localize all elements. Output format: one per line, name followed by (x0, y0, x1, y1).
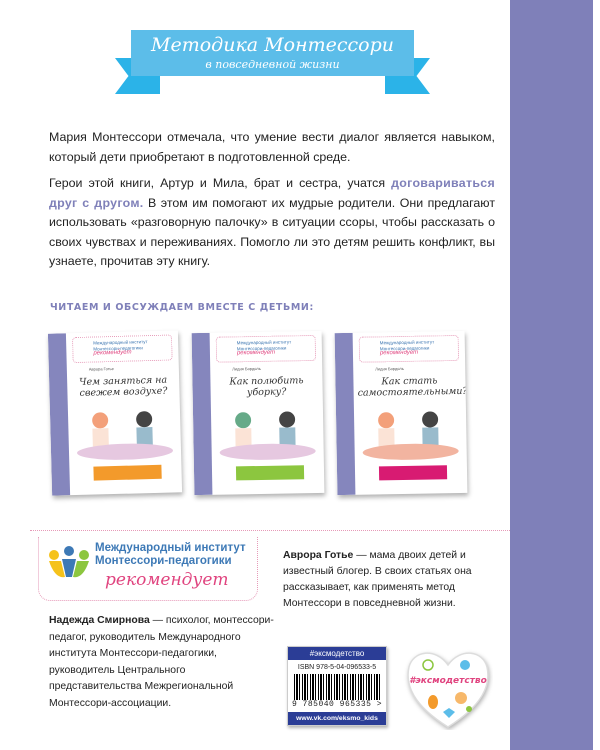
banner-main (131, 30, 414, 76)
book-cover (48, 330, 182, 495)
isbn-number: ISBN 978-5-04-096533-5 (297, 664, 377, 671)
book-illustration (72, 404, 177, 461)
book-cover (192, 331, 325, 495)
mini-logo-line2: Монтессори-педагогики (379, 344, 430, 351)
description-block (49, 128, 495, 272)
book-spine (48, 333, 70, 495)
author-bio-gautier (283, 548, 508, 612)
reads-heading: ЧИТАЕМ И ОБСУЖДАЕМ ВМЕСТЕ С ДЕТЬМИ: (50, 302, 314, 313)
bio-text: — психолог, монтессори-педагог, руководитель Международного института Монтессори-педагогики, руководитель Центрального представительства Межрегиональной Монтессори-ассоциации. (49, 615, 274, 709)
author-bio-smirnova (49, 613, 274, 712)
institute-name (95, 542, 246, 568)
mini-logo-rec: рекомендует (236, 349, 276, 357)
book-illustration (358, 405, 463, 461)
series-subtitle: в повседневной жизни (205, 58, 340, 71)
book-logo (359, 335, 459, 363)
bio-name: Аврора Готье (283, 550, 354, 561)
recommends-label: рекомендует (105, 570, 229, 590)
mini-logo-rec: рекомендует (93, 349, 132, 357)
mini-logo-line2: Монтессори-педагогики (93, 344, 143, 352)
book-logo (216, 335, 316, 363)
book-ribbon (236, 465, 304, 480)
book-ribbon (93, 465, 161, 481)
desc-text-rest: В этом им помогают их мудрые родители. Они предлагают использовать «разговорную палочку» в ситуации ссоры, чтобы рассказать о своих чувствах и переживаниях. Помогло ли это детям решить конфликт, вы узнаете, прочитав эту книгу. (49, 195, 495, 268)
desc-text: Герои этой книги, Артур и Мила, брат и сестра, учатся (49, 176, 392, 190)
intro-paragraph: Мария Монтессори отмечала, что умение вести диалог является навыком, который дети приобретают в подготовленной среде. (49, 130, 495, 164)
isbn-barcode (287, 646, 387, 726)
book-cover (335, 331, 468, 495)
bio-name: Надежда Смирнова (49, 615, 150, 626)
institute-logo (38, 537, 258, 601)
book-spine (335, 333, 356, 495)
book-illustration (215, 405, 320, 461)
mini-logo-rec: рекомендует (379, 349, 419, 357)
mini-logo-line1: Международный институт (379, 339, 435, 346)
heart-sticker-icon (403, 645, 493, 730)
people-logo-icon (47, 545, 91, 579)
description-paragraph (49, 174, 495, 272)
series-banner (115, 28, 430, 98)
book-author: Лидия Бордоль (232, 365, 261, 372)
series-title: Методика Монтессори (151, 34, 394, 56)
isbn-hashtag: #эксмодетство (288, 647, 386, 660)
desc-highlight: договариваться друг с другом. (49, 176, 495, 210)
mini-logo-line1: Международный институт (93, 339, 148, 346)
dotted-divider (30, 530, 510, 531)
book-title: Чем заняться на свежем воздухе? (79, 374, 168, 399)
barcode-digits: 9 785040 965335 > (288, 700, 386, 710)
institute-line1: Международный институт (95, 542, 246, 554)
institute-line2: Монтессори-педагогики (95, 555, 232, 567)
book-title: Как полюбить уборку? (229, 375, 304, 399)
banner-fold (160, 76, 385, 96)
bio-text: — мама двоих детей и известный блогер. В своих статьях она рассказывает, как применять метод Монтессори в повседневной жизни. (283, 550, 472, 609)
book-title: Как стать самостоятельными? (357, 375, 468, 399)
heart-hashtag: #эксмодетство (409, 676, 487, 686)
mini-logo-line2: Монтессори-педагогики (236, 344, 287, 351)
spine-stripe (510, 0, 593, 750)
mini-logo-line1: Международный институт (236, 339, 292, 346)
book-author: Лидия Бордоль (375, 365, 404, 372)
vk-link: www.vk.com/eksmo_kids (288, 712, 386, 725)
book-author: Аврора Готье (88, 366, 114, 372)
book-ribbon (379, 465, 447, 480)
barcode-icon (294, 674, 380, 700)
book-spine (192, 333, 213, 495)
book-logo (72, 334, 173, 363)
